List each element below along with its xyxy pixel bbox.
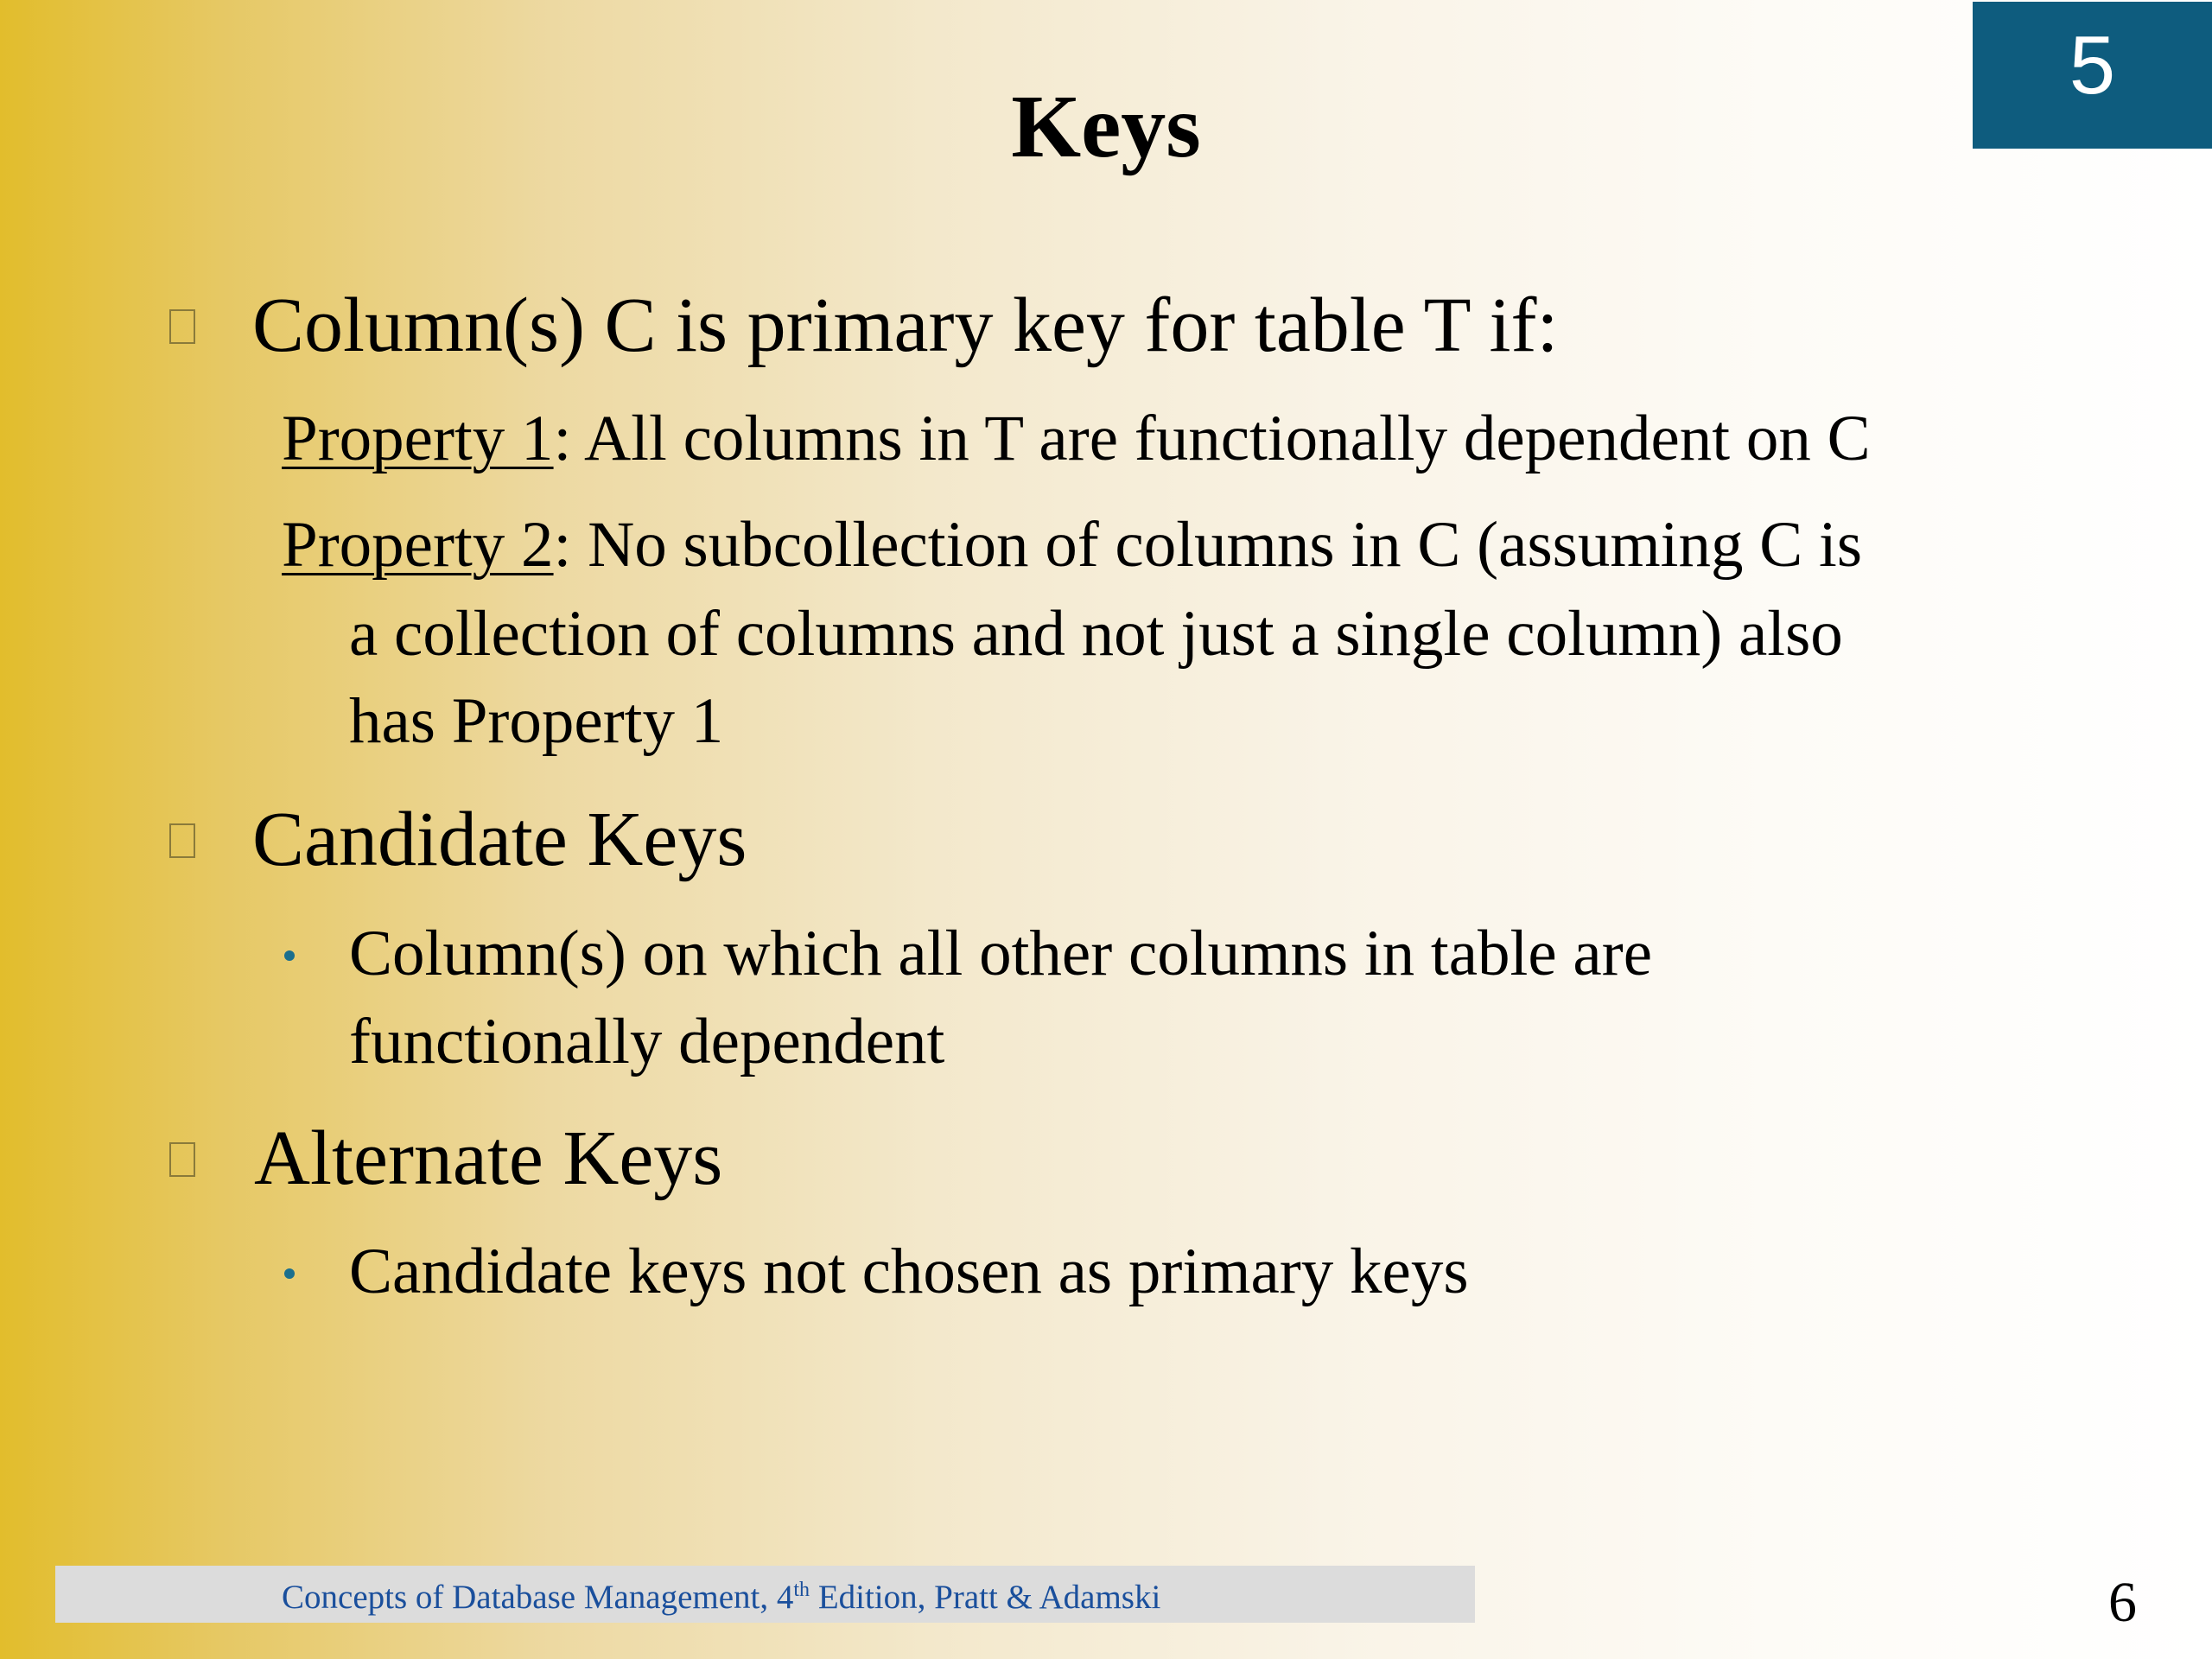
property-1-label: Property 1 <box>282 403 554 474</box>
property-2-text-line3: has Property 1 <box>349 685 724 757</box>
slide-title: Keys <box>1011 77 1201 176</box>
round-bullet-icon <box>284 1268 295 1279</box>
candidate-keys-line1: Column(s) on which all other columns in table are <box>349 918 1652 989</box>
section-heading-alternate-keys: Alternate Keys <box>254 1116 723 1201</box>
square-bullet-icon <box>169 309 195 344</box>
candidate-keys-line2: functionally dependent <box>349 1006 945 1077</box>
square-bullet-icon <box>169 823 195 858</box>
property-1-text: : All columns in T are functionally dependent on C <box>553 403 1871 474</box>
square-bullet-icon <box>169 1142 195 1177</box>
round-bullet-icon <box>284 950 295 961</box>
property-2-label: Property 2 <box>282 509 554 581</box>
property-2-line <box>282 509 1863 581</box>
alternate-keys-line1: Candidate keys not chosen as primary keys <box>349 1236 1469 1307</box>
page-number: 6 <box>2108 1571 2137 1634</box>
chapter-number: 5 <box>2069 19 2116 111</box>
property-1-line <box>282 403 1871 474</box>
property-2-text-line1: : No subcollection of columns in C (assuming C is <box>553 509 1863 581</box>
section-heading-candidate-keys: Candidate Keys <box>252 797 747 882</box>
footer-book-citation: Concepts of Database Management, 4th Edition, Pratt & Adamski <box>282 1579 1161 1616</box>
section-heading-primary-key: Column(s) C is primary key for table T if: <box>252 283 1559 368</box>
property-2-text-line2: a collection of columns and not just a single column) also <box>349 598 1843 670</box>
